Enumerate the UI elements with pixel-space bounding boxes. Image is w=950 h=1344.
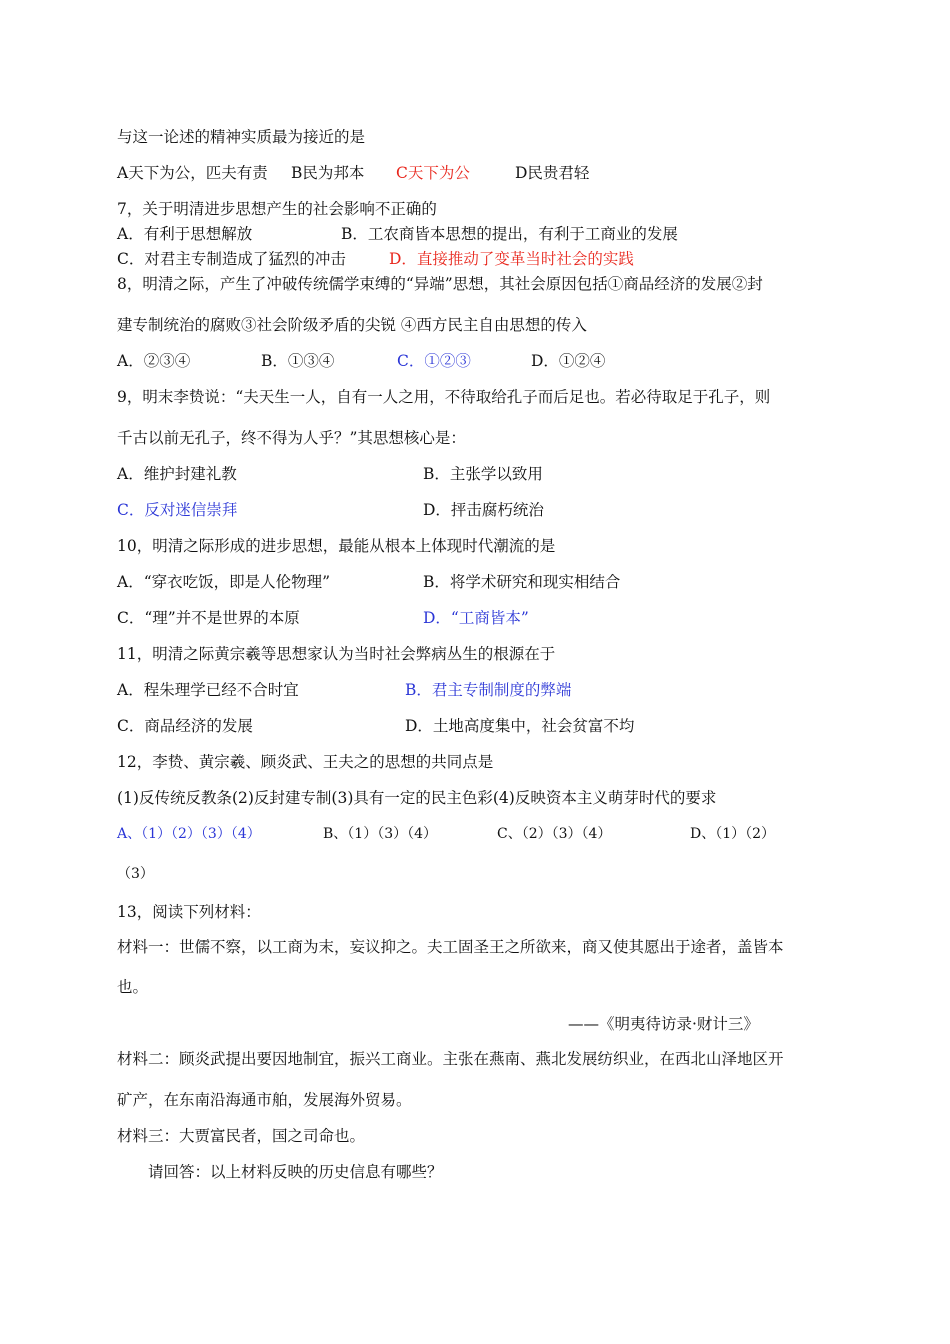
q8-stem-line2: 建专制统治的腐败③社会阶级矛盾的尖锐 ④西方民主自由思想的传入: [117, 316, 587, 334]
q9-option-c-answer: C．反对迷信崇拜: [117, 501, 238, 519]
q9-stem-line2: 千古以前无孔子，终不得为人乎？”其思想核心是：: [117, 429, 466, 447]
q13-material1-line2: 也。: [117, 978, 149, 996]
q13-material3: 材料三：大贾富民者，国之司命也。: [117, 1127, 366, 1145]
q12-option-a-answer: A、（1）（2）（3）（4）: [117, 826, 261, 842]
q11-option-a: A．程朱理学已经不合时宜: [117, 681, 299, 699]
q8-option-c-answer: C．①②③: [397, 352, 471, 370]
q8-option-d: D．①②④: [531, 352, 606, 370]
q7-stem: 7，关于明清进步思想产生的社会影响不正确的: [117, 200, 437, 218]
q8-option-a: A．②③④: [117, 352, 191, 370]
q12-option-d: D、（1）（2）: [690, 826, 776, 842]
q11-option-d: D．土地高度集中，社会贫富不均: [405, 717, 635, 735]
q13-material2-line2: 矿产，在东南沿海通市舶，发展海外贸易。: [117, 1091, 412, 1109]
q13-question: 请回答：以上材料反映的历史信息有哪些？: [148, 1163, 443, 1181]
q10-stem: 10，明清之际形成的进步思想，最能从根本上体现时代潮流的是: [117, 537, 556, 555]
q9-stem-line1: 9，明末李贽说：“夫天生一人，自有一人之用，不待取给孔子而后足也。若必待取足于孔子，则: [117, 388, 771, 406]
q10-option-c: C．“理”并不是世界的本原: [117, 609, 300, 627]
q10-option-d-answer: D．“工商皆本”: [423, 609, 529, 627]
q9-option-a: A．维护封建礼教: [117, 465, 237, 483]
q11-option-b-answer: B．君主专制制度的弊端: [405, 681, 572, 699]
q7-option-b: B．工农商皆本思想的提出，有利于工商业的发展: [341, 225, 678, 243]
q9-option-d: D．抨击腐朽统治: [423, 501, 544, 519]
q11-stem: 11，明清之际黄宗羲等思想家认为当时社会弊病丛生的根源在于: [117, 645, 556, 663]
q6-stem: 与这一论述的精神实质最为接近的是: [117, 128, 366, 146]
q7-option-d-answer: D．直接推动了变革当时社会的实践: [389, 250, 634, 268]
q7-option-c: C．对君主专制造成了猛烈的冲击: [117, 250, 346, 268]
q9-option-b: B．主张学以致用: [423, 465, 543, 483]
q6-option-b: B民为邦本: [291, 164, 365, 182]
q12-stem: 12，李贽、黄宗羲、顾炎武、王夫之的思想的共同点是: [117, 753, 494, 771]
q6-option-c-answer: C天下为公: [396, 164, 470, 182]
q6-option-d: D民贵君轻: [515, 164, 590, 182]
q12-statements: (1)反传统反教条(2)反封建专制(3)具有一定的民主色彩(4)反映资本主义萌芽时代的要求: [117, 789, 717, 807]
q10-option-a: A．“穿衣吃饭，即是人伦物理”: [117, 573, 331, 591]
q13-material1-line1: 材料一：世儒不察，以工商为末，妄议抑之。夫工固圣王之所欲来，商又使其愿出于途者，盖皆本: [117, 938, 784, 956]
q13-material1-source: ——《明夷待访录·财计三》: [568, 1015, 759, 1033]
q11-option-c: C．商品经济的发展: [117, 717, 253, 735]
q12-option-d-continued: （3）: [117, 866, 154, 882]
q8-option-b: B．①③④: [261, 352, 335, 370]
q10-option-b: B．将学术研究和现实相结合: [423, 573, 621, 591]
q7-option-a: A．有利于思想解放: [117, 225, 253, 243]
q12-option-b: B、（1）（3）（4）: [323, 826, 438, 842]
q6-option-a: A天下为公，匹夫有责: [117, 164, 268, 182]
q12-option-c: C、（2）（3）（4）: [497, 826, 612, 842]
q13-stem: 13，阅读下列材料：: [117, 903, 261, 921]
q8-stem-line1: 8，明清之际，产生了冲破传统儒学束缚的“异端”思想，其社会原因包括①商品经济的发展②封: [117, 275, 763, 293]
q13-material2-line1: 材料二：顾炎武提出要因地制宜，振兴工商业。主张在燕南、燕北发展纺织业，在西北山泽地区开: [117, 1050, 784, 1068]
